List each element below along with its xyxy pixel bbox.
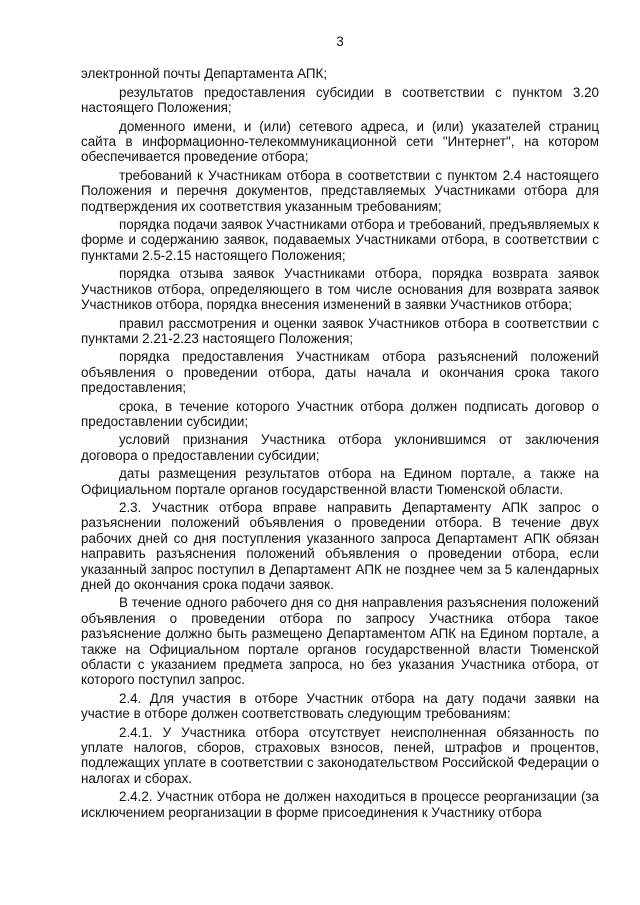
paragraph: результатов предоставления субсидии в соответствии с пунктом 3.20 настоящего Положения; <box>81 84 599 116</box>
paragraph: доменного имени, и (или) сетевого адреса, и (или) указателей страниц сайта в информационно-телекоммуникационной сети "Интернет", на котором обеспечивается проведение отбора; <box>81 118 599 165</box>
document-body <box>81 66 599 820</box>
paragraph-section-2-4-2: 2.4.2. Участник отбора не должен находиться в процессе реорганизации (за исключением реорганизации в форме присоединения к Участнику отбора <box>81 789 599 820</box>
paragraph: порядка подачи заявок Участниками отбора и требований, предъявляемых к форме и содержанию заявок, подаваемых Участниками отбора, в соответствии с пунктами 2.5-2.15 настоящего Положения; <box>81 217 599 263</box>
paragraph-section-2-3: 2.3. Участник отбора вправе направить Департаменту АПК запрос о разъяснении положений объявления о проведении отбора. В течение двух рабочих дней со дня поступления указанного запроса Департамент АПК обязан направить разъяснения положений объявления о проведении отбора, если указанный запрос поступил в Департамент АПК не позднее чем за 5 календарных дней до окончания срока подачи заявок. <box>81 499 599 592</box>
paragraph-section-2-4-1: 2.4.1. У Участника отбора отсутствует неисполненная обязанность по уплате налогов, сборов, страховых взносов, пеней, штрафов и процентов, подлежащих уплате в соответствии с законодательством Российской Федерации о налогах и сборах. <box>81 724 599 786</box>
paragraph: В течение одного рабочего дня со дня направления разъяснения положений объявления о проведении отбора по запросу Участника отбора такое разъяснение должно быть размещено Департаментом АПК на Едином портале, а также на Официальном портале органов государственной власти Тюменской области с указанием предмета запроса, но без указания Участника отбора, от которого поступил запрос. <box>81 595 599 688</box>
paragraph: условий признания Участника отбора уклонившимся от заключения договора о предоставлении субсидии; <box>81 432 599 463</box>
paragraph: порядка отзыва заявок Участниками отбора, порядка возврата заявок Участников отбора, определяющего в том числе основания для возврата заявок Участников отбора, порядка внесения изменений в заявки Участников отбора; <box>81 266 599 313</box>
paragraph: правил рассмотрения и оценки заявок Участников отбора в соответствии с пунктами 2.21-2.23 настоящего Положения; <box>81 315 599 346</box>
paragraph: требований к Участникам отбора в соответствии с пунктом 2.4 настоящего Положения и перечня документов, представляемых Участниками отбора для подтверждения их соответствия указанным требованиям; <box>81 167 599 214</box>
paragraph: электронной почты Департамента АПК; <box>81 66 328 82</box>
paragraph: порядка предоставления Участникам отбора разъяснений положений объявления о проведении отбора, даты начала и окончания срока такого предоставления; <box>81 349 599 396</box>
paragraph: даты размещения результатов отбора на Едином портале, а также на Официальном портале органов государственной власти Тюменской области. <box>81 466 599 497</box>
page-number: 3 <box>336 34 344 49</box>
paragraph: срока, в течение которого Участник отбора должен подписать договор о предоставлении субсидии; <box>81 398 599 429</box>
paragraph-section-2-4: 2.4. Для участия в отборе Участник отбора на дату подачи заявки на участие в отборе должен соответствовать следующим требованиям: <box>81 690 599 722</box>
